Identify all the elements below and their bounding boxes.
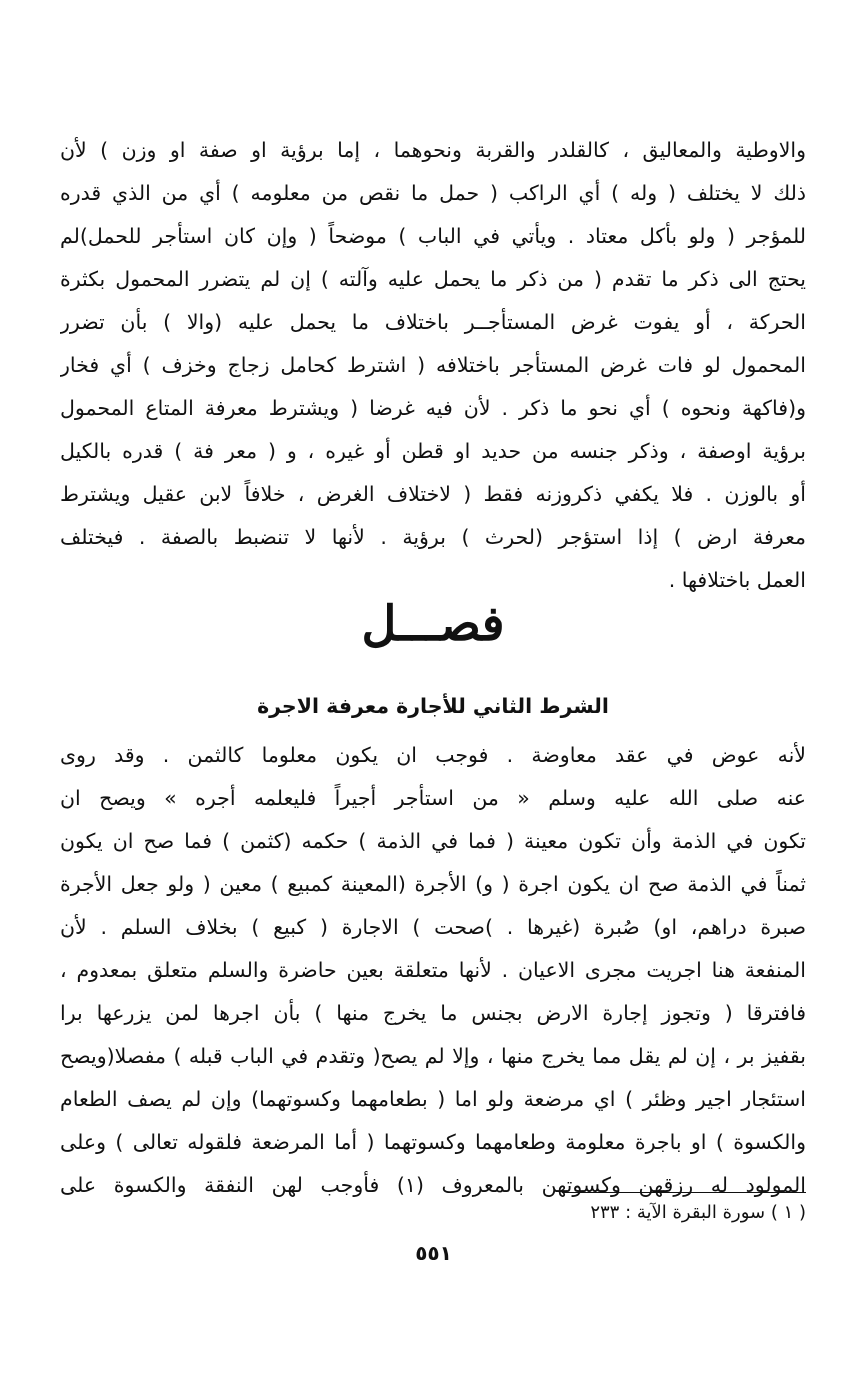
text-line: الحركة ، أو يفوت غرض المستأجــر باختلاف ما يحمل عليه (والا ) بأن تضرر xyxy=(60,310,806,334)
text-line: والاوطية والمعاليق ، كالقلدر والقربة ونحوهما ، إما برؤية او صفة او وزن ) لأن xyxy=(60,138,806,162)
text-line: والكسوة ) او باجرة معلومة وطعامهما وكسوتهما ( أما المرضعة فلقوله تعالى ) وعلى xyxy=(60,1130,806,1154)
text-line: لأنه عوض في عقد معاوضة . فوجب ان يكون معلوما كالثمن . وقد روى xyxy=(60,743,806,767)
text-line: فافترقا ( وتجوز إجارة الارض بجنس ما يخرج منها ) بأن اجرها لمن يزرعها برا xyxy=(60,1001,806,1025)
paragraph-continued xyxy=(60,129,806,602)
section-heading: فصـــل xyxy=(361,596,505,652)
text-line: يحتج الى ذكر ما تقدم ( من ذكر ما يحمل عليه وآلته ) إن لم يتضرر المحمول بكثرة xyxy=(60,267,806,291)
text-line: ثمناً في الذمة صح ان يكون اجرة ( و) الأجرة (المعينة كمبيع ) معين ( ولو جعل الأجرة xyxy=(60,872,806,896)
text-line: المحمول لو فات غرض المستأجر باختلافه ( اشترط كحامل زجاج وخزف ) أي فخار xyxy=(60,353,806,377)
text-line: المولود له رزقهن وكسوتهن بالمعروف (١) فأوجب لهن النفقة والكسوة على xyxy=(60,1173,806,1197)
text-line: تكون في الذمة وأن تكون معينة ( فما في الذمة ) حكمه (كثمن ) فما صح ان يكون xyxy=(60,829,806,853)
text-line: المنفعة هنا اجريت مجرى الاعيان . لأنها متعلقة بعين حاضرة والسلم متعلق بمعدوم ، xyxy=(60,958,806,982)
text-line: برؤية اوصفة ، وذكر جنسه من حديد او قطن أو غيره ، و ( معر فة ) قدره بالكيل xyxy=(60,439,806,463)
paragraph-main xyxy=(60,734,806,1207)
text-line: بقفيز بر ، إن لم يقل مما يخرج منها ، وإلا لم يصح( وتقدم في الباب قبله ) مفصلا(ويصح xyxy=(60,1044,806,1068)
page-number: ٥٥١ xyxy=(415,1241,452,1265)
text-line: و(فاكهة ونحوه ) أي نحو ما ذكر . لأن فيه غرضا ( ويشترط معرفة المتاع المحمول xyxy=(60,396,806,420)
text-line: العمل باختلافها . xyxy=(668,568,806,592)
text-line: صبرة دراهم، او) صُبرة (غيرها . )صحت ) الاجارة ( كبيع ) بخلاف السلم . لأن xyxy=(60,915,806,939)
text-line: أو بالوزن . فلا يكفي ذكروزنه فقط ( لاختلاف الغرض ، خلافاً لابن عقيل ويشترط xyxy=(60,482,806,506)
text-line: ذلك لا يختلف ( وله ) أي الراكب ( حمل ما نقص من معلومه ) أي من الذي قدره xyxy=(60,181,806,205)
section-subheading: الشرط الثاني للأجارة معرفة الاجرة xyxy=(257,694,609,718)
footnote: ( ١ ) سورة البقرة الآية : ٢٣٣ xyxy=(590,1202,806,1223)
footnote-separator xyxy=(562,1192,806,1193)
text-line: معرفة ارض ) إذا استؤجر (لحرث ) برؤية . لأنها لا تنضبط بالصفة . فيختلف xyxy=(60,525,806,549)
text-line: عنه صلى الله عليه وسلم « من استأجر أجيراً فليعلمه أجره » ويصح ان xyxy=(60,786,806,810)
text-line: استئجار اجير وظئر ) اي مرضعة ولو اما ( بطعامهما وكسوتهما) وإن لم يصف الطعام xyxy=(60,1087,806,1111)
text-line: للمؤجر ( ولو بأكل معتاد . ويأتي في الباب ) موضحاً ( وإن كان استأجر للحمل)لم xyxy=(60,224,806,248)
